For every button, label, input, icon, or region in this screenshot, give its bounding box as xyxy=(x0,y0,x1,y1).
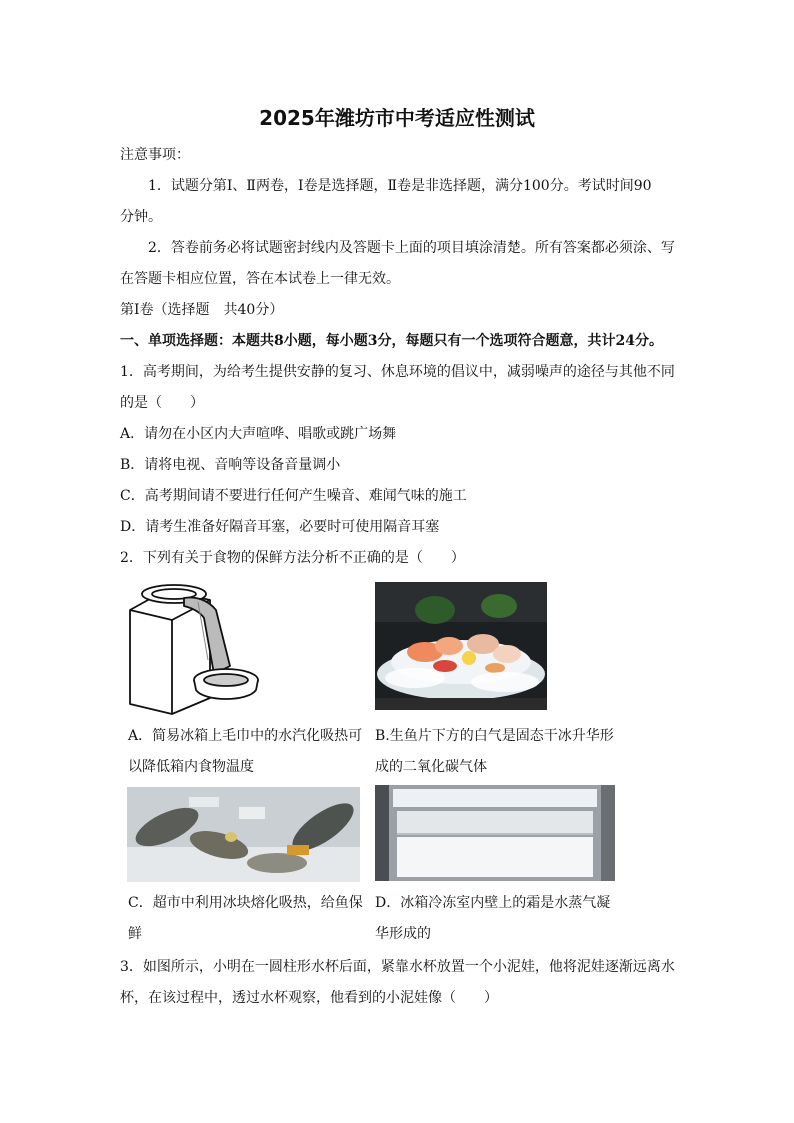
part-1-heading: 第Ⅰ卷（选择题 共40分） xyxy=(120,302,284,318)
q2-option-c-line-1: C．超市中利用冰块熔化吸热，给鱼保 xyxy=(128,895,363,911)
q1-option-b: B．请将电视、音响等设备音量调小 xyxy=(120,457,341,473)
q1-option-a: A．请勿在小区内大声喧哗、唱歌或跳广场舞 xyxy=(120,426,397,442)
q2-stem: 2．下列有关于食物的保鲜方法分析不正确的是（ ） xyxy=(120,550,465,566)
section-1-heading: 一、单项选择题：本题共8小题，每小题3分，每题只有一个选项符合题意，共计24分。 xyxy=(120,333,663,349)
figure-sashimi-dry-ice xyxy=(375,582,547,710)
figure-fish-on-ice xyxy=(127,787,360,882)
notice-heading: 注意事项： xyxy=(120,147,190,163)
q1-option-d: D．请考生准备好隔音耳塞，必要时可使用隔音耳塞 xyxy=(120,519,440,535)
figure-simple-fridge xyxy=(124,580,264,716)
notice-item-2-line-1: 2．答卷前务必将试题密封线内及答题卡上面的项目填涂清楚。所有答案都必须涂、写 xyxy=(148,240,675,256)
q2-option-d-line-2: 华形成的 xyxy=(375,926,431,942)
q2-option-b-line-2: 成的二氧化碳气体 xyxy=(375,759,487,775)
notice-item-1-line-1: 1．试题分第Ⅰ、Ⅱ两卷，Ⅰ卷是选择题，Ⅱ卷是非选择题，满分100分。考试时间90 xyxy=(148,178,652,194)
q2-option-b-line-1: B.生鱼片下方的白气是固态干冰升华形 xyxy=(375,728,614,744)
q2-option-a-line-2: 以降低箱内食物温度 xyxy=(128,759,254,775)
q3-stem-line-1: 3．如图所示，小明在一圆柱形水杯后面，紧靠水杯放置一个小泥娃，他将泥娃逐渐远离水 xyxy=(120,959,675,975)
q1-stem-line-1: 1．高考期间，为给考生提供安静的复习、休息环境的倡议中，减弱噪声的途径与其他不同 xyxy=(120,364,675,380)
q3-stem-line-2: 杯，在该过程中，透过水杯观察，他看到的小泥娃像（ ） xyxy=(120,990,498,1006)
q2-option-c-line-2: 鲜 xyxy=(128,926,142,942)
q2-option-a-line-1: A．简易冰箱上毛巾中的水汽化吸热可 xyxy=(128,728,363,744)
q1-option-c: C．高考期间请不要进行任何产生噪音、难闻气味的施工 xyxy=(120,488,467,504)
q2-option-d-line-1: D．冰箱冷冻室内壁上的霜是水蒸气凝 xyxy=(375,895,611,911)
notice-item-2-line-2: 在答题卡相应位置，答在本试卷上一律无效。 xyxy=(120,271,400,287)
q1-stem-line-2: 的是（ ） xyxy=(120,395,204,411)
figure-freezer-frost xyxy=(375,785,615,881)
notice-item-1-line-2: 分钟。 xyxy=(120,209,162,225)
page-title: 2025年潍坊市中考适应性测试 xyxy=(259,106,535,130)
